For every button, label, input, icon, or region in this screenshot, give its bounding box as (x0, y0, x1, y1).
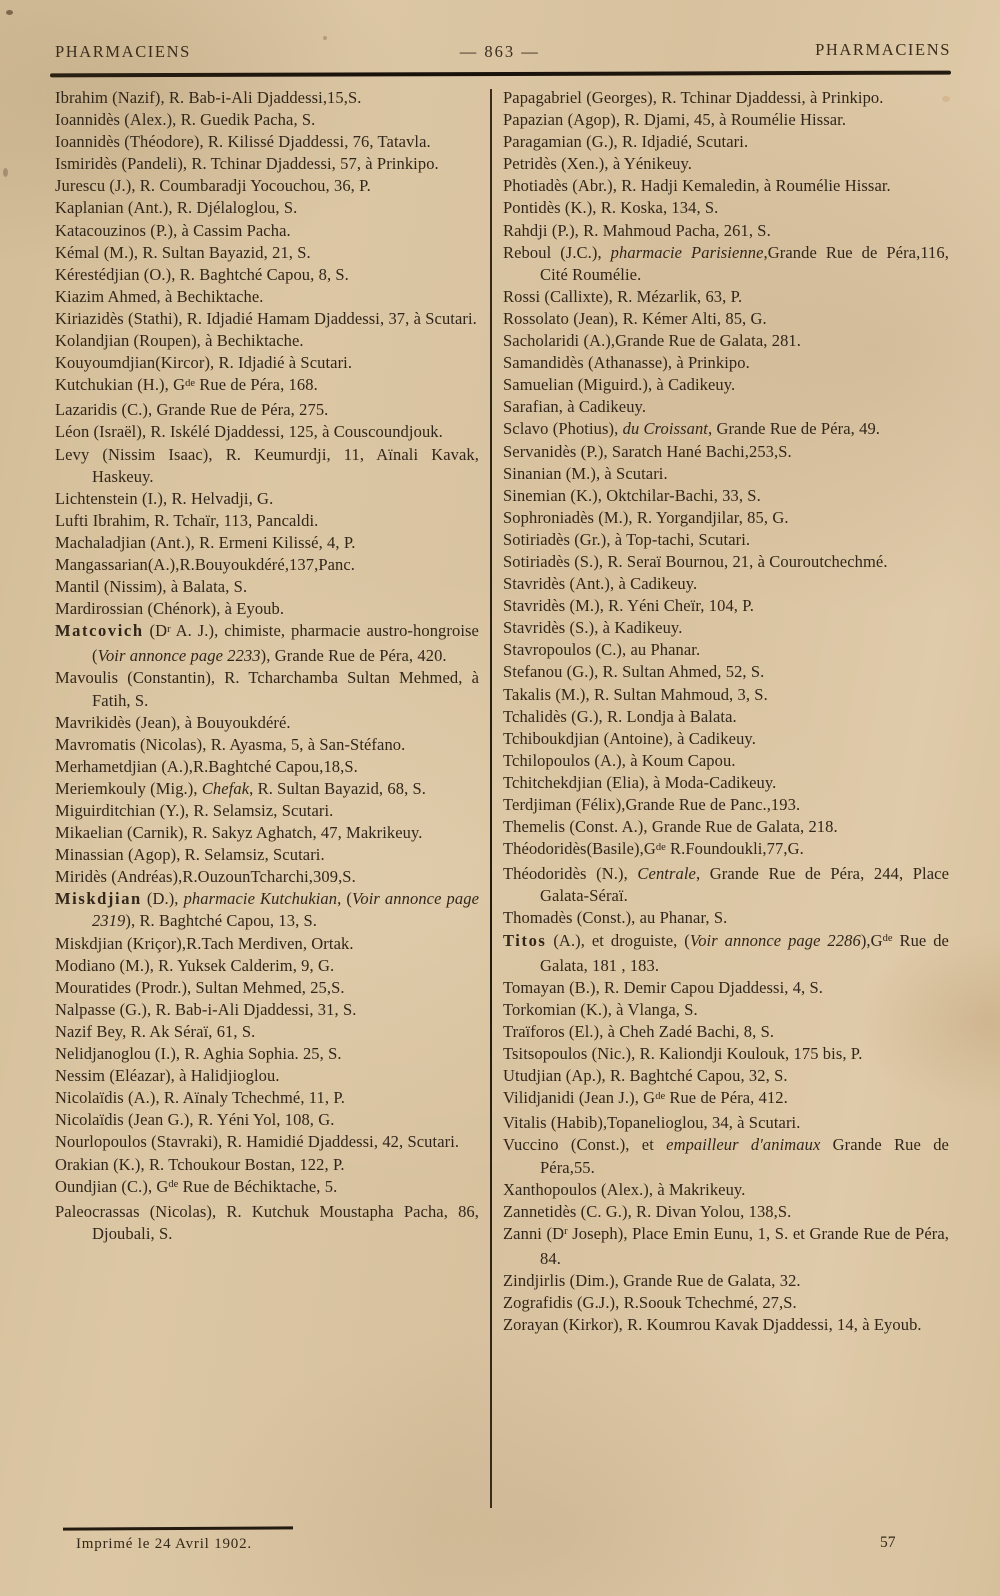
entry-text: Théodoridès (N.), (503, 864, 638, 884)
entry-text: Nazif Bey, R. Ak Séraï, 61, S. (55, 1021, 256, 1041)
directory-entry (55, 1043, 479, 1065)
directory-entry (55, 488, 479, 510)
directory-entry (55, 888, 479, 932)
directory-entry (503, 308, 949, 330)
entry-text: , Grande Rue de Péra, 244, Place Galata-Séraï. (540, 864, 949, 906)
entry-text: du Croissant (622, 419, 708, 439)
entry-text: Photiadès (Abr.), R. Hadji Kemaledin, à Roumélie Hissar. (503, 176, 891, 196)
entry-text: Tchitchekdjian (Elia), à Moda-Cadikeuy. (503, 772, 777, 792)
entry-text: A. J.), chimiste, pharmacie austro-hongroise ( (92, 621, 479, 666)
entry-text: Sclavo (Photius), (503, 419, 623, 439)
directory-entry (503, 1065, 949, 1087)
directory-entry (503, 131, 949, 153)
entry-text: Centrale (637, 864, 696, 884)
entry-text: Zannetidès (C. G.), R. Divan Yolou, 138,S. (503, 1201, 792, 1221)
entry-text: Lichtenstein (I.), R. Helvadji, G. (55, 488, 274, 508)
directory-entry (55, 87, 479, 109)
directory-entry (55, 933, 479, 955)
entry-text: Chefak (201, 778, 250, 798)
directory-entry (503, 87, 949, 109)
entry-text: Zorayan (Kirkor), R. Koumrou Kavak Djaddessi, 14, à Eyoub. (503, 1315, 922, 1335)
directory-entry (503, 197, 949, 219)
directory-entry (55, 554, 479, 576)
entry-text: Kaplanian (Ant.), R. Djélaloglou, S. (55, 198, 298, 218)
directory-entry (503, 242, 949, 286)
directory-entry (503, 999, 949, 1021)
entry-text: Stavridès (Ant.), à Cadikeuy. (503, 574, 698, 594)
entry-text: (D.), (141, 889, 184, 909)
directory-entry (503, 728, 949, 750)
directory-entry (55, 421, 479, 443)
directory-entry (503, 175, 949, 197)
directory-entry (503, 617, 949, 639)
entry-text: Nessim (Eléazar), à Halidjioglou. (55, 1066, 280, 1086)
directory-entry (55, 620, 479, 667)
directory-entry (55, 109, 479, 131)
entry-text: Rue de Péra, 412. (665, 1088, 788, 1108)
directory-entry (55, 131, 479, 153)
entry-text: Rue de Béchiktache, 5. (178, 1176, 338, 1196)
entry-text: Ioannidès (Théodore), R. Kilissé Djaddessi, 76, Tatavla. (55, 132, 431, 152)
entry-text: pharmacie Parisienne (610, 242, 764, 262)
directory-entry (503, 794, 949, 816)
entry-text: Ioannidès (Alex.), R. Guedik Pacha, S. (55, 110, 316, 130)
entry-text: Traïforos (El.), à Cheh Zadé Bachi, 8, S. (503, 1021, 775, 1041)
entry-text: de (655, 1090, 666, 1102)
directory-entry (55, 286, 479, 308)
entry-name-bold: Titos (503, 930, 547, 950)
entry-text: ,Grande Rue de Péra,116, Cité Roumélie. (540, 242, 949, 284)
directory-entry (503, 1292, 949, 1314)
directory-entry (55, 576, 479, 598)
entry-text: Nicolaïdis (A.), R. Aïnaly Tchechmé, 11, P. (55, 1088, 346, 1108)
directory-entry (55, 844, 479, 866)
entry-text: Mantil (Nissim), à Balata, S. (55, 577, 248, 597)
directory-entry (55, 598, 479, 620)
directory-entry (503, 1021, 949, 1043)
entry-text: (D (143, 621, 168, 641)
entry-text: Jurescu (J.), R. Coumbaradji Yocouchou, 36, P. (55, 176, 371, 196)
directory-entry (55, 532, 479, 554)
directory-entry (55, 977, 479, 999)
entry-text: r (167, 623, 171, 635)
directory-entry (55, 1176, 479, 1201)
directory-entry (503, 352, 949, 374)
entry-text: Nourlopoulos (Stavraki), R. Hamidié Djaddessi, 42, Scutari. (55, 1132, 460, 1152)
entry-text: de (882, 933, 893, 945)
directory-entry (55, 1154, 479, 1176)
directory-entry (503, 109, 949, 131)
entry-text: Sotiriadès (Gr.), à Top-tachi, Scutari. (503, 529, 751, 549)
entry-text: Vitalis (Habib),Topanelioglou, 34, à Scutari. (503, 1113, 801, 1133)
entry-text: Minassian (Agop), R. Selamsiz, Scutari. (55, 845, 325, 865)
directory-entry (503, 418, 949, 440)
directory-entry (55, 330, 479, 352)
directory-entry (55, 197, 479, 219)
entry-text: Zanni (D (503, 1223, 565, 1243)
entry-text: Takalis (M.), R. Sultan Mahmoud, 3, S. (503, 684, 768, 704)
directory-entry (55, 444, 479, 488)
directory-entry (503, 573, 949, 595)
directory-column-right (503, 87, 949, 1520)
entry-text: de (168, 1179, 179, 1191)
directory-entry (55, 308, 479, 330)
entry-text: Vilidjanidi (Jean J.), G (503, 1088, 656, 1108)
entry-text: Kiriazidès (Stathi), R. Idjadié Hamam Djaddessi, 37, à Scutari. (55, 308, 477, 328)
directory-entry (503, 1270, 949, 1292)
directory-entry (55, 778, 479, 800)
directory-entry (55, 264, 479, 286)
directory-columns (55, 87, 951, 1520)
directory-entry (55, 734, 479, 756)
entry-text: Grande Rue de Péra,55. (540, 1135, 949, 1177)
entry-text: Stavridès (S.), à Kadikeuy. (503, 618, 683, 638)
directory-entry (55, 399, 479, 421)
directory-entry (503, 374, 949, 396)
entry-text: Voir annonce page 2233 (97, 646, 261, 666)
entry-text: Katacouzinos (P.), à Cassim Pacha. (55, 220, 291, 240)
entry-text: Miridès (Andréas),R.OuzounTcharchi,309,S. (55, 867, 356, 887)
directory-entry (55, 1021, 479, 1043)
entry-text: Rossolato (Jean), R. Kémer Alti, 85, G. (503, 308, 767, 328)
entry-text: Rossi (Callixte), R. Mézarlik, 63, P. (503, 286, 743, 306)
directory-entry (55, 242, 479, 264)
entry-text: Miguirditchian (Y.), R. Selamsiz, Scutari. (55, 801, 334, 820)
entry-text: Théodoridès(Basile),G (503, 839, 656, 859)
entry-text: Torkomian (K.), à Vlanga, S. (503, 999, 698, 1019)
entry-text: , Grande Rue de Péra, 49. (708, 419, 881, 439)
directory-entry (55, 374, 479, 399)
directory-entry (503, 977, 949, 999)
entry-text: Papazian (Agop), R. Djami, 45, à Roumélie Hissar. (503, 110, 847, 130)
footer-rule (63, 1526, 293, 1530)
entry-text: Vuccino (Const.), et (503, 1135, 667, 1155)
entry-text: Reboul (J.C.), (503, 242, 611, 262)
directory-entry (503, 1112, 949, 1134)
entry-text: Mavrikidès (Jean), à Bouyoukdéré. (55, 712, 291, 732)
paper-speck (3, 168, 8, 177)
entry-text: Stavropoulos (C.), au Phanar. (503, 640, 701, 660)
entry-text: Paleocrassas (Nicolas), R. Kutchuk Moustapha Pacha, 86, Djoubali, S. (55, 1201, 479, 1243)
directory-entry (503, 1314, 949, 1336)
entry-text: Voir annonce page 2286 (689, 930, 861, 950)
directory-entry (503, 750, 949, 772)
entry-text: Sarafian, à Cadikeuy. (503, 397, 647, 417)
directory-entry (503, 930, 949, 977)
entry-text: Mouratides (Prodr.), Sultan Mehmed, 25,S. (55, 977, 345, 997)
entry-text: Sacholaridi (A.),Grande Rue de Galata, 281. (503, 331, 801, 351)
directory-entry (503, 1179, 949, 1201)
entry-text: Kutchukian (H.), G (55, 375, 186, 395)
directory-entry (503, 551, 949, 573)
entry-text: Kouyoumdjian(Kircor), R. Idjadié à Scutari. (55, 353, 353, 373)
directory-entry (503, 153, 949, 175)
paper-speck (323, 36, 327, 40)
entry-text: , ( (337, 889, 352, 909)
directory-entry (55, 822, 479, 844)
entry-text: Mardirossian (Chénork), à Eyoub. (55, 599, 285, 619)
entry-text: Servanidès (P.), Saratch Hané Bachi,253,S. (503, 441, 792, 461)
entry-text: r (564, 1226, 568, 1238)
entry-text: Kémal (M.), R. Sultan Bayazid, 21, S. (55, 242, 311, 262)
page-number-center: — 863 — (459, 42, 540, 61)
entry-text: Modiano (M.), R. Yuksek Calderim, 9, G. (55, 955, 335, 975)
entry-text: empailleur d'animaux (666, 1135, 821, 1155)
directory-entry (503, 661, 949, 683)
entry-text: Stavridès (M.), R. Yéni Cheïr, 104, P. (503, 596, 754, 616)
entry-text: Voir annonce page 2319 (92, 889, 480, 931)
directory-entry (503, 1223, 949, 1270)
entry-text: Mangassarian(A.),R.Bouyoukdéré,137,Panc. (55, 554, 356, 574)
entry-text: Terdjiman (Félix),Grande Rue de Panc.,193. (503, 795, 801, 814)
signature-number: 57 (880, 1534, 896, 1551)
directory-entry (503, 286, 949, 308)
directory-entry (503, 772, 949, 794)
directory-entry (55, 220, 479, 242)
entry-text: Thomadès (Const.), au Phanar, S. (503, 908, 728, 928)
entry-text: Ibrahim (Nazif), R. Bab-i-Ali Djaddessi,15,S. (55, 88, 362, 107)
entry-text: Nicolaïdis (Jean G.), R. Yéni Yol, 108, G. (55, 1110, 335, 1130)
directory-entry (55, 153, 479, 175)
entry-text: Rahdji (P.), R. Mahmoud Pacha, 261, S. (503, 220, 771, 240)
entry-text: Léon (Israël), R. Iskélé Djaddessi, 125, à Couscoundjouk. (55, 422, 443, 442)
directory-entry (503, 463, 949, 485)
directory-entry (503, 220, 949, 242)
directory-entry (503, 529, 949, 551)
entry-text: de (655, 841, 666, 853)
directory-entry (55, 866, 479, 888)
entry-text: Miskdjian (Kriçor),R.Tach Merdiven, Ortak. (55, 933, 354, 953)
entry-text: Orakian (K.), R. Tchoukour Bostan, 122, P. (55, 1154, 345, 1174)
entry-text: Meriemkouly (Mig.), (55, 778, 202, 798)
entry-text: Tchalidès (G.), R. Londja à Balata. (503, 706, 737, 726)
directory-entry (55, 999, 479, 1021)
directory-entry (503, 706, 949, 728)
entry-text: ), Grande Rue de Péra, 420. (260, 646, 447, 666)
entry-text: R.Foundoukli,77,G. (665, 839, 804, 859)
entry-text: Zografidis (G.J.), R.Soouk Tchechmé, 27,S. (503, 1293, 797, 1313)
entry-text: Rue de Galata, 181 , 183. (540, 930, 949, 975)
entry-text: Petridès (Xen.), à Yénikeuy. (503, 154, 692, 174)
entry-text: Tomayan (B.), R. Demir Capou Djaddessi, 4, S. (503, 977, 824, 997)
entry-text: Sotiriadès (S.), R. Seraï Bournou, 21, à Couroutchechmé. (503, 551, 888, 571)
entry-name-bold: Matcovich (55, 621, 144, 641)
entry-text: Levy (Nissim Isaac), R. Keumurdji, 11, Aïnali Kavak, Haskeuy. (55, 444, 479, 486)
entry-text: Nelidjanoglou (I.), R. Aghia Sophia. 25, S. (55, 1044, 342, 1064)
entry-text: Themelis (Const. A.), Grande Rue de Galata, 218. (503, 817, 838, 837)
entry-text: Kolandjian (Roupen), à Bechiktache. (55, 331, 304, 351)
running-title-left: PHARMACIENS (55, 42, 191, 61)
entry-text: Samandidès (Athanasse), à Prinkipo. (503, 353, 750, 373)
entry-text: Tchiboukdjian (Antoine), à Cadikeuy. (503, 728, 756, 748)
directory-entry (55, 955, 479, 977)
directory-entry (503, 816, 949, 838)
directory-entry (503, 441, 949, 463)
directory-entry (55, 800, 479, 822)
entry-text: pharmacie Kutchukian (183, 889, 338, 909)
directory-entry (55, 756, 479, 778)
directory-entry (55, 1065, 479, 1087)
entry-text: Merhametdjian (A.),R.Baghtché Capou,18,S. (55, 756, 358, 776)
directory-entry (503, 639, 949, 661)
column-divider (490, 89, 492, 1508)
directory-entry (503, 485, 949, 507)
entry-text: Lazaridis (C.), Grande Rue de Péra, 275. (55, 400, 329, 420)
directory-entry (503, 1134, 949, 1178)
entry-text: Sinanian (M.), à Scutari. (503, 463, 668, 483)
directory-entry (503, 1087, 949, 1112)
entry-text: Pontidès (K.), R. Koska, 134, S. (503, 198, 719, 218)
directory-column-left (55, 87, 479, 1520)
entry-text: Sinemian (K.), Oktchilar-Bachi, 33, S. (503, 485, 761, 505)
entry-text: Zindjirlis (Dim.), Grande Rue de Galata, 32. (503, 1270, 801, 1290)
entry-text: , R. Sultan Bayazid, 68, S. (249, 778, 427, 798)
directory-entry (55, 175, 479, 197)
entry-text: Rue de Péra, 168. (195, 375, 318, 395)
directory-entry (503, 1201, 949, 1223)
directory-entry (55, 352, 479, 374)
entry-text: (A.), et droguiste, ( (546, 930, 690, 950)
header-rule (50, 71, 951, 78)
entry-text: Xanthopoulos (Alex.), à Makrikeuy. (503, 1179, 746, 1199)
directory-entry (503, 330, 949, 352)
entry-text: de (185, 377, 196, 389)
directory-entry (503, 863, 949, 907)
entry-text: Tchilopoulos (A.), à Koum Capou. (503, 750, 736, 770)
directory-entry (55, 667, 479, 711)
entry-text: Tsitsopoulos (Nic.), R. Kaliondji Koulouk, 175 bis, P. (503, 1044, 863, 1064)
entry-text: Ismiridès (Pandeli), R. Tchinar Djaddessi, 57, à Prinkipo. (55, 154, 439, 174)
directory-entry (503, 595, 949, 617)
directory-entry (503, 684, 949, 706)
directory-entry (503, 396, 949, 418)
entry-text: Papagabriel (Georges), R. Tchinar Djaddessi, à Prinkipo. (503, 88, 884, 107)
entry-text: Joseph), Place Emin Eunu, 1, S. et Grande Rue de Péra, 84. (540, 1223, 949, 1268)
entry-text: Paragamian (G.), R. Idjadié, Scutari. (503, 132, 749, 152)
directory-entry (55, 712, 479, 734)
entry-text: Lufti Ibrahim, R. Tchaïr, 113, Pancaldi. (55, 510, 319, 530)
entry-text: Stefanou (G.), R. Sultan Ahmed, 52, S. (503, 662, 765, 682)
entry-text: Mavromatis (Nicolas), R. Ayasma, 5, à San-Stéfano. (55, 734, 406, 754)
directory-entry (55, 1109, 479, 1131)
directory-entry (503, 838, 949, 863)
entry-text: Nalpasse (G.), R. Bab-i-Ali Djaddessi, 31, S. (55, 999, 357, 1019)
entry-name-bold: Miskdjian (55, 889, 142, 909)
entry-text: Samuelian (Miguird.), à Cadikeuy. (503, 375, 736, 395)
directory-entry (503, 507, 949, 529)
entry-text: ), R. Baghtché Capou, 13, S. (125, 911, 318, 931)
directory-entry (55, 1087, 479, 1109)
entry-text: Kérestédjian (O.), R. Baghtché Capou, 8, S. (55, 264, 349, 284)
directory-entry (503, 907, 949, 929)
directory-entry (55, 1201, 479, 1245)
paper-speck (6, 10, 13, 15)
imprint-note: Imprimé le 24 Avril 1902. (76, 1536, 252, 1552)
entry-text: Mavoulis (Constantin), R. Tcharchamba Sultan Mehmed, à Fatih, S. (55, 668, 479, 710)
directory-entry (503, 1043, 949, 1065)
entry-text: Kiazim Ahmed, à Bechiktache. (55, 286, 264, 306)
directory-entry (55, 1131, 479, 1153)
entry-text: Mikaelian (Carnik), R. Sakyz Aghatch, 47, Makrikeuy. (55, 823, 423, 843)
entry-text: Machaladjian (Ant.), R. Ermeni Kilissé, 4, P. (55, 532, 356, 552)
running-title-right: PHARMACIENS (815, 40, 951, 59)
page-header (55, 42, 951, 64)
entry-text: Sophroniadès (M.), R. Yorgandjilar, 85, G. (503, 507, 789, 527)
entry-text: Utudjian (Ap.), R. Baghtché Capou, 32, S. (503, 1066, 788, 1086)
directory-entry (55, 510, 479, 532)
entry-text: ),G (860, 930, 883, 950)
entry-text: Oundjian (C.), G (55, 1176, 169, 1196)
